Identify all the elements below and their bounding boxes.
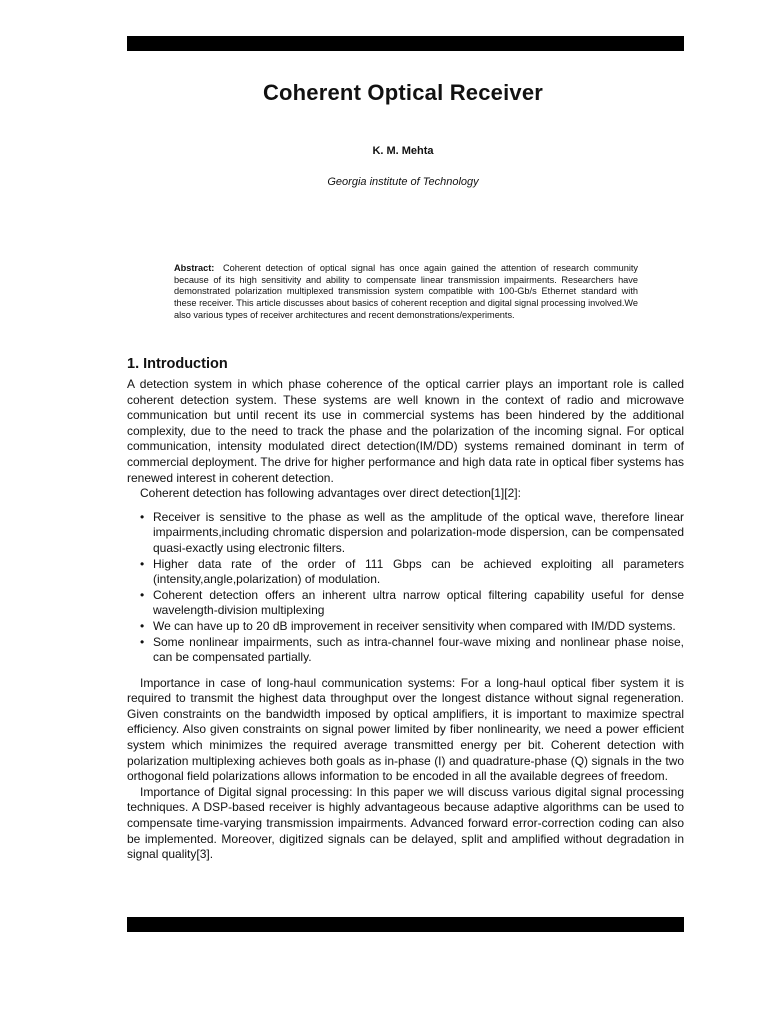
author-affiliation: Georgia institute of Technology <box>327 176 479 188</box>
list-item: • Receiver is sensitive to the phase as well as the amplitude of the optical wave, therefore linear impairments,including chromatic dispersion and polarization-mode dispersion, can be compensated quasi-exactly using electronic filters. <box>140 509 684 555</box>
author-name: K. M. Mehta <box>372 145 434 157</box>
intro-paragraph-3: Importance in case of long-haul communication systems: For a long-haul optical fiber system it is required to transmit the highest data throughput over the longest distance without signal regeneration. Given constraints on the bandwidth imposed by optical amplifiers, it is important to maximize spectral efficiency. Also given constraints on signal power limited by fiber nonlinearity, we need a power efficient system which minimizes the required average transmitted energy per bit. Coherent detection with polarization multiplexing achieves both goals as in-phase (I) and quadrature-phase (Q) signals in the two orthogonal field polarizations allows information to be encoded in all the available degrees of freedom. <box>127 675 684 784</box>
section-heading: 1. Introduction <box>127 356 228 372</box>
top-rule <box>127 36 684 51</box>
abstract-text: Coherent detection of optical signal has once again gained the attention of research community because of its high sensitivity and ability to compensate linear transmission impairments. Researchers have demonstrated polarization multiplexed transmission system compatible with 100-Gb/s Ethernet standard with these receiver. This article discusses about basics of coherent reception and digital signal processing involved.We also various types of receiver architectures and recent demonstrations/experiments. <box>174 263 639 320</box>
bullet-icon: • <box>140 509 145 524</box>
intro-paragraph-4: Importance of Digital signal processing: In this paper we will discuss various digital signal processing techniques. A DSP-based receiver is highly advantageous because adaptive algorithms can be used to compensate time-varying transmission impairments. Advanced forward error-correction coding can also be implemented. Moreover, digitized signals can be delayed, split and amplified without degradation in signal quality[3]. <box>127 784 684 862</box>
list-item: • Higher data rate of the order of 111 Gbps can be achieved exploiting all parameters (intensity,angle,polarization) of modulation. <box>140 556 684 587</box>
list-item: • Some nonlinear impairments, such as intra-channel four-wave mixing and nonlinear phase noise, can be compensated partially. <box>140 634 684 665</box>
bottom-rule <box>127 917 684 932</box>
abstract-label: Abstract: <box>174 263 215 273</box>
intro-paragraph-2: Coherent detection has following advantages over direct detection[1][2]: <box>140 486 521 501</box>
bullet-icon: • <box>140 618 145 633</box>
section-body <box>127 377 684 863</box>
bullet-icon: • <box>140 634 145 649</box>
list-item: • We can have up to 20 dB improvement in receiver sensitivity when compared with IM/DD systems. <box>140 618 676 633</box>
list-item: • Coherent detection offers an inherent ultra narrow optical filtering capability useful for dense wavelength-division multiplexing <box>140 587 684 618</box>
abstract <box>174 263 638 322</box>
advantages-list <box>127 510 684 666</box>
paper-title: Coherent Optical Receiver <box>262 80 544 105</box>
intro-paragraph-1: A detection system in which phase coherence of the optical carrier plays an important role is called coherent detection system. These systems are well known in the context of radio and microwave communication but until recent its use in commercial systems has been hindered by the additional complexity, due to the need to track the phase and the polarization of the incoming signal. For optical communication, intensity modulated direct detection(IM/DD) systems remained dominant in term of commercial deployment. The drive for higher performance and high data rate in optical fiber systems has renewed interest in coherent detection. <box>127 377 684 485</box>
bullet-icon: • <box>140 556 145 571</box>
bullet-icon: • <box>140 587 145 602</box>
